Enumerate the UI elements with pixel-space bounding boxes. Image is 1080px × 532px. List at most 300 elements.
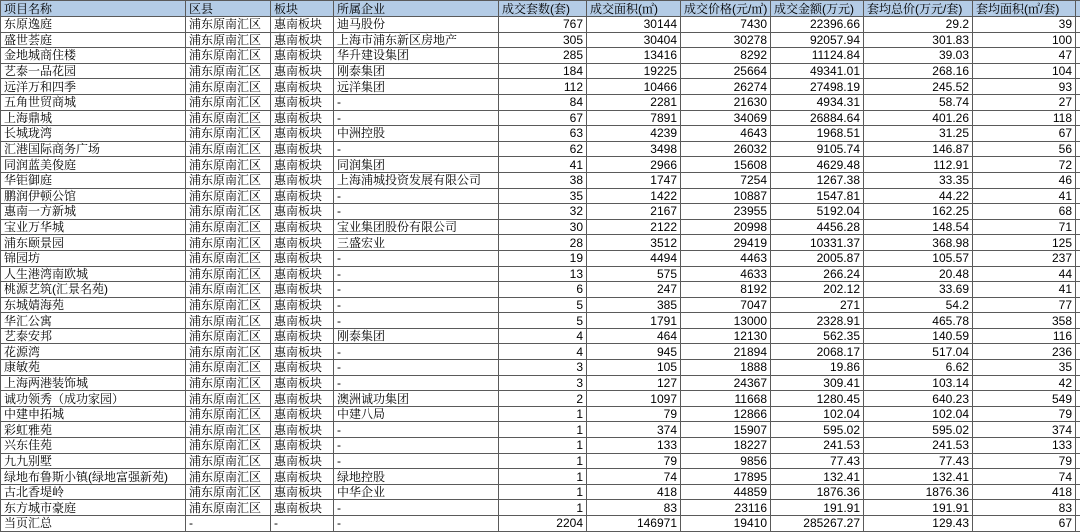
- cell[interactable]: 浦东原南汇区: [186, 360, 271, 376]
- cell[interactable]: 132.41: [771, 469, 864, 485]
- cell[interactable]: 132.41: [864, 469, 973, 485]
- cell[interactable]: 241.53: [771, 438, 864, 454]
- cell[interactable]: 23116: [681, 500, 771, 516]
- cell[interactable]: 13000: [681, 313, 771, 329]
- cell[interactable]: 13416: [587, 48, 681, 64]
- cell[interactable]: 3: [499, 375, 587, 391]
- cell[interactable]: 33.35: [864, 172, 973, 188]
- cell[interactable]: 83: [973, 500, 1076, 516]
- cell[interactable]: 77.43: [864, 453, 973, 469]
- cell[interactable]: -: [334, 500, 499, 516]
- cell[interactable]: 67: [973, 516, 1076, 532]
- cell[interactable]: 31.25: [864, 126, 973, 142]
- cell[interactable]: [1076, 32, 1080, 48]
- cell[interactable]: 49341.01: [771, 63, 864, 79]
- cell[interactable]: -: [334, 313, 499, 329]
- cell[interactable]: 2281: [587, 94, 681, 110]
- cell[interactable]: 148.54: [864, 219, 973, 235]
- cell[interactable]: 3512: [587, 235, 681, 251]
- cell[interactable]: 5: [499, 297, 587, 313]
- cell[interactable]: 惠南板块: [271, 141, 334, 157]
- cell[interactable]: 2005.87: [771, 250, 864, 266]
- cell[interactable]: [1076, 141, 1080, 157]
- cell[interactable]: 惠南板块: [271, 17, 334, 33]
- cell[interactable]: 浦东原南汇区: [186, 406, 271, 422]
- cell[interactable]: [1076, 172, 1080, 188]
- cell[interactable]: 5: [499, 313, 587, 329]
- cell[interactable]: 285: [499, 48, 587, 64]
- cell[interactable]: 浦东原南汇区: [186, 141, 271, 157]
- cell[interactable]: 23955: [681, 204, 771, 220]
- cell[interactable]: 4: [499, 344, 587, 360]
- cell[interactable]: [1076, 17, 1080, 33]
- cell[interactable]: 惠南板块: [271, 235, 334, 251]
- cell[interactable]: 385: [587, 297, 681, 313]
- cell[interactable]: 29.2: [864, 17, 973, 33]
- column-header[interactable]: 套均总价(万元/套): [864, 1, 973, 17]
- cell[interactable]: 33.69: [864, 282, 973, 298]
- cell[interactable]: 惠南板块: [271, 453, 334, 469]
- cell[interactable]: 1968.51: [771, 126, 864, 142]
- cell[interactable]: 39.03: [864, 48, 973, 64]
- cell[interactable]: 上海鼎城: [1, 110, 186, 126]
- cell[interactable]: 84: [499, 94, 587, 110]
- cell[interactable]: 1: [499, 438, 587, 454]
- cell[interactable]: 2328.91: [771, 313, 864, 329]
- cell[interactable]: 10331.37: [771, 235, 864, 251]
- cell[interactable]: 30278: [681, 32, 771, 48]
- cell[interactable]: 浦东原南汇区: [186, 235, 271, 251]
- cell[interactable]: 79: [587, 406, 681, 422]
- cell[interactable]: 浦东原南汇区: [186, 391, 271, 407]
- cell[interactable]: 945: [587, 344, 681, 360]
- cell[interactable]: 4629.48: [771, 157, 864, 173]
- cell[interactable]: 远洋万和四季: [1, 79, 186, 95]
- cell[interactable]: [1076, 110, 1080, 126]
- cell[interactable]: 浦东原南汇区: [186, 500, 271, 516]
- cell[interactable]: 12866: [681, 406, 771, 422]
- cell[interactable]: 19410: [681, 516, 771, 532]
- cell[interactable]: 五角世贸商城: [1, 94, 186, 110]
- cell[interactable]: 古北香堤岭: [1, 484, 186, 500]
- cell[interactable]: 浦东原南汇区: [186, 313, 271, 329]
- column-header[interactable]: 区县: [186, 1, 271, 17]
- cell[interactable]: 惠南板块: [271, 250, 334, 266]
- cell[interactable]: 人生港湾南欧城: [1, 266, 186, 282]
- cell[interactable]: 241.53: [864, 438, 973, 454]
- cell[interactable]: 418: [973, 484, 1076, 500]
- cell[interactable]: -: [334, 188, 499, 204]
- cell[interactable]: 惠南板块: [271, 328, 334, 344]
- cell[interactable]: 549: [973, 391, 1076, 407]
- cell[interactable]: 103.14: [864, 375, 973, 391]
- cell[interactable]: 575: [587, 266, 681, 282]
- cell[interactable]: 7254: [681, 172, 771, 188]
- cell[interactable]: [1076, 188, 1080, 204]
- cell[interactable]: 1876.36: [864, 484, 973, 500]
- cell[interactable]: 10887: [681, 188, 771, 204]
- cell[interactable]: 4643: [681, 126, 771, 142]
- cell[interactable]: 惠南板块: [271, 126, 334, 142]
- cell[interactable]: 301.83: [864, 32, 973, 48]
- cell[interactable]: 浦东原南汇区: [186, 469, 271, 485]
- cell[interactable]: 62: [499, 141, 587, 157]
- cell[interactable]: 浦东原南汇区: [186, 453, 271, 469]
- cell[interactable]: 九九别墅: [1, 453, 186, 469]
- cell[interactable]: 惠南板块: [271, 391, 334, 407]
- cell[interactable]: 宝业集团股份有限公司: [334, 219, 499, 235]
- cell[interactable]: 东方城市豪庭: [1, 500, 186, 516]
- cell[interactable]: [1076, 328, 1080, 344]
- cell[interactable]: 77.43: [771, 453, 864, 469]
- cell[interactable]: 2167: [587, 204, 681, 220]
- cell[interactable]: 102.04: [771, 406, 864, 422]
- cell[interactable]: [1076, 235, 1080, 251]
- cell[interactable]: 东原逸庭: [1, 17, 186, 33]
- cell[interactable]: 浦东原南汇区: [186, 219, 271, 235]
- cell[interactable]: 同润集团: [334, 157, 499, 173]
- cell[interactable]: [1076, 313, 1080, 329]
- cell[interactable]: [1076, 204, 1080, 220]
- cell[interactable]: 79: [587, 453, 681, 469]
- cell[interactable]: 4239: [587, 126, 681, 142]
- cell[interactable]: 374: [973, 422, 1076, 438]
- cell[interactable]: -: [334, 282, 499, 298]
- column-header[interactable]: 板块: [271, 1, 334, 17]
- cell[interactable]: 1280.45: [771, 391, 864, 407]
- cell[interactable]: 17895: [681, 469, 771, 485]
- column-header[interactable]: [1076, 1, 1080, 17]
- cell[interactable]: 67: [499, 110, 587, 126]
- cell[interactable]: 305: [499, 32, 587, 48]
- cell[interactable]: 浦东原南汇区: [186, 375, 271, 391]
- cell[interactable]: 11124.84: [771, 48, 864, 64]
- cell[interactable]: 105: [587, 360, 681, 376]
- cell[interactable]: 20998: [681, 219, 771, 235]
- cell[interactable]: 41: [499, 157, 587, 173]
- cell[interactable]: 浦东原南汇区: [186, 126, 271, 142]
- cell[interactable]: 22396.66: [771, 17, 864, 33]
- cell[interactable]: 3498: [587, 141, 681, 157]
- cell[interactable]: 惠南板块: [271, 32, 334, 48]
- cell[interactable]: 惠南板块: [271, 360, 334, 376]
- cell[interactable]: 惠南板块: [271, 313, 334, 329]
- cell[interactable]: 18227: [681, 438, 771, 454]
- cell[interactable]: 67: [973, 126, 1076, 142]
- cell[interactable]: [1076, 282, 1080, 298]
- cell[interactable]: 2966: [587, 157, 681, 173]
- cell[interactable]: 9105.74: [771, 141, 864, 157]
- cell[interactable]: [1076, 250, 1080, 266]
- cell[interactable]: 100: [973, 32, 1076, 48]
- cell[interactable]: 浦东原南汇区: [186, 94, 271, 110]
- cell[interactable]: 1747: [587, 172, 681, 188]
- cell[interactable]: 13: [499, 266, 587, 282]
- cell[interactable]: 当页汇总: [1, 516, 186, 532]
- column-header[interactable]: 成交金额(万元): [771, 1, 864, 17]
- cell[interactable]: 245.52: [864, 79, 973, 95]
- cell[interactable]: 上海浦城投资发展有限公司: [334, 172, 499, 188]
- cell[interactable]: 4456.28: [771, 219, 864, 235]
- cell[interactable]: [1076, 391, 1080, 407]
- cell[interactable]: 6: [499, 282, 587, 298]
- cell[interactable]: 595.02: [864, 422, 973, 438]
- cell[interactable]: 12130: [681, 328, 771, 344]
- cell[interactable]: 华汇公寓: [1, 313, 186, 329]
- cell[interactable]: -: [186, 516, 271, 532]
- cell[interactable]: [1076, 157, 1080, 173]
- cell[interactable]: 2: [499, 391, 587, 407]
- cell[interactable]: 惠南板块: [271, 344, 334, 360]
- cell[interactable]: 21894: [681, 344, 771, 360]
- cell[interactable]: 刚泰集团: [334, 63, 499, 79]
- cell[interactable]: 5192.04: [771, 204, 864, 220]
- cell[interactable]: 92057.94: [771, 32, 864, 48]
- cell[interactable]: 74: [587, 469, 681, 485]
- cell[interactable]: 金地城商住楼: [1, 48, 186, 64]
- cell[interactable]: [1076, 484, 1080, 500]
- cell[interactable]: 1: [499, 453, 587, 469]
- cell[interactable]: 79: [973, 453, 1076, 469]
- cell[interactable]: 同润蓝美俊庭: [1, 157, 186, 173]
- cell[interactable]: 93: [973, 79, 1076, 95]
- cell[interactable]: 1097: [587, 391, 681, 407]
- column-header[interactable]: 所属企业: [334, 1, 499, 17]
- cell[interactable]: 惠南板块: [271, 297, 334, 313]
- cell[interactable]: 浦东原南汇区: [186, 172, 271, 188]
- cell[interactable]: [1076, 297, 1080, 313]
- cell[interactable]: 桃源艺筑(汇景名苑): [1, 282, 186, 298]
- cell[interactable]: 1876.36: [771, 484, 864, 500]
- cell[interactable]: [1076, 469, 1080, 485]
- cell[interactable]: 东城婧海苑: [1, 297, 186, 313]
- cell[interactable]: 宝业万华城: [1, 219, 186, 235]
- cell[interactable]: 2122: [587, 219, 681, 235]
- cell[interactable]: 116: [973, 328, 1076, 344]
- cell[interactable]: 35: [499, 188, 587, 204]
- cell[interactable]: -: [271, 516, 334, 532]
- cell[interactable]: 惠南板块: [271, 172, 334, 188]
- cell[interactable]: 118: [973, 110, 1076, 126]
- cell[interactable]: -: [334, 453, 499, 469]
- cell[interactable]: 浦东颐景园: [1, 235, 186, 251]
- cell[interactable]: 309.41: [771, 375, 864, 391]
- cell[interactable]: 465.78: [864, 313, 973, 329]
- cell[interactable]: 中建八局: [334, 406, 499, 422]
- cell[interactable]: 浦东原南汇区: [186, 328, 271, 344]
- cell[interactable]: 162.25: [864, 204, 973, 220]
- cell[interactable]: 15907: [681, 422, 771, 438]
- cell[interactable]: 刚泰集团: [334, 328, 499, 344]
- cell[interactable]: 惠南板块: [271, 110, 334, 126]
- cell[interactable]: 惠南板块: [271, 406, 334, 422]
- cell[interactable]: 1422: [587, 188, 681, 204]
- cell[interactable]: [1076, 438, 1080, 454]
- cell[interactable]: -: [334, 266, 499, 282]
- cell[interactable]: 浦东原南汇区: [186, 282, 271, 298]
- cell[interactable]: 4494: [587, 250, 681, 266]
- cell[interactable]: -: [334, 110, 499, 126]
- cell[interactable]: [1076, 344, 1080, 360]
- cell[interactable]: 浦东原南汇区: [186, 484, 271, 500]
- cell[interactable]: 惠南板块: [271, 79, 334, 95]
- cell[interactable]: 浦东原南汇区: [186, 32, 271, 48]
- cell[interactable]: 长城珑湾: [1, 126, 186, 142]
- cell[interactable]: 锦园坊: [1, 250, 186, 266]
- cell[interactable]: [1076, 360, 1080, 376]
- cell[interactable]: 8192: [681, 282, 771, 298]
- cell[interactable]: 58.74: [864, 94, 973, 110]
- cell[interactable]: 562.35: [771, 328, 864, 344]
- cell[interactable]: -: [334, 438, 499, 454]
- cell[interactable]: 7047: [681, 297, 771, 313]
- cell[interactable]: 澳洲诚功集团: [334, 391, 499, 407]
- cell[interactable]: 129.43: [864, 516, 973, 532]
- column-header[interactable]: 成交面积(㎡): [587, 1, 681, 17]
- cell[interactable]: -: [334, 344, 499, 360]
- cell[interactable]: [1076, 94, 1080, 110]
- cell[interactable]: 惠南板块: [271, 157, 334, 173]
- cell[interactable]: 惠南板块: [271, 438, 334, 454]
- cell[interactable]: 42: [973, 375, 1076, 391]
- cell[interactable]: -: [334, 204, 499, 220]
- cell[interactable]: 2204: [499, 516, 587, 532]
- cell[interactable]: 30: [499, 219, 587, 235]
- cell[interactable]: 79: [973, 406, 1076, 422]
- cell[interactable]: 15608: [681, 157, 771, 173]
- cell[interactable]: [1076, 79, 1080, 95]
- cell[interactable]: 29419: [681, 235, 771, 251]
- cell[interactable]: 1267.38: [771, 172, 864, 188]
- cell[interactable]: 1888: [681, 360, 771, 376]
- cell[interactable]: 44859: [681, 484, 771, 500]
- cell[interactable]: 63: [499, 126, 587, 142]
- cell[interactable]: -: [334, 422, 499, 438]
- cell[interactable]: 4: [499, 328, 587, 344]
- cell[interactable]: 27: [973, 94, 1076, 110]
- cell[interactable]: 4463: [681, 250, 771, 266]
- cell[interactable]: 595.02: [771, 422, 864, 438]
- cell[interactable]: 惠南板块: [271, 469, 334, 485]
- column-header[interactable]: 成交套数(套): [499, 1, 587, 17]
- cell[interactable]: 47: [973, 48, 1076, 64]
- cell[interactable]: 19: [499, 250, 587, 266]
- cell[interactable]: 127: [587, 375, 681, 391]
- cell[interactable]: 30144: [587, 17, 681, 33]
- cell[interactable]: 迪马股份: [334, 17, 499, 33]
- cell[interactable]: 康敏苑: [1, 360, 186, 376]
- cell[interactable]: 花源湾: [1, 344, 186, 360]
- cell[interactable]: 2068.17: [771, 344, 864, 360]
- cell[interactable]: 35: [973, 360, 1076, 376]
- cell[interactable]: 3: [499, 360, 587, 376]
- cell[interactable]: -: [334, 297, 499, 313]
- column-header[interactable]: 项目名称: [1, 1, 186, 17]
- cell[interactable]: 237: [973, 250, 1076, 266]
- cell[interactable]: 浦东原南汇区: [186, 17, 271, 33]
- cell[interactable]: 105.57: [864, 250, 973, 266]
- cell[interactable]: 191.91: [864, 500, 973, 516]
- cell[interactable]: 浦东原南汇区: [186, 204, 271, 220]
- cell[interactable]: 9856: [681, 453, 771, 469]
- cell[interactable]: 三盛宏业: [334, 235, 499, 251]
- cell[interactable]: 惠南一方新城: [1, 204, 186, 220]
- cell[interactable]: 464: [587, 328, 681, 344]
- cell[interactable]: 401.26: [864, 110, 973, 126]
- cell[interactable]: 惠南板块: [271, 204, 334, 220]
- cell[interactable]: 30404: [587, 32, 681, 48]
- cell[interactable]: 艺泰安邦: [1, 328, 186, 344]
- cell[interactable]: 374: [587, 422, 681, 438]
- cell[interactable]: 惠南板块: [271, 282, 334, 298]
- cell[interactable]: 517.04: [864, 344, 973, 360]
- cell[interactable]: 浦东原南汇区: [186, 157, 271, 173]
- cell[interactable]: [1076, 63, 1080, 79]
- cell[interactable]: 浦东原南汇区: [186, 422, 271, 438]
- cell[interactable]: 1: [499, 406, 587, 422]
- cell[interactable]: 191.91: [771, 500, 864, 516]
- cell[interactable]: 20.48: [864, 266, 973, 282]
- cell[interactable]: [1076, 422, 1080, 438]
- cell[interactable]: 浦东原南汇区: [186, 297, 271, 313]
- cell[interactable]: 19.86: [771, 360, 864, 376]
- cell[interactable]: 彩虹雅苑: [1, 422, 186, 438]
- cell[interactable]: 41: [973, 188, 1076, 204]
- cell[interactable]: 8292: [681, 48, 771, 64]
- cell[interactable]: 25664: [681, 63, 771, 79]
- cell[interactable]: 102.04: [864, 406, 973, 422]
- cell[interactable]: 26274: [681, 79, 771, 95]
- cell[interactable]: 27498.19: [771, 79, 864, 95]
- cell[interactable]: 41: [973, 282, 1076, 298]
- cell[interactable]: 46: [973, 172, 1076, 188]
- cell[interactable]: [1076, 406, 1080, 422]
- cell[interactable]: 1547.81: [771, 188, 864, 204]
- cell[interactable]: 艺泰一品花园: [1, 63, 186, 79]
- cell[interactable]: 1: [499, 469, 587, 485]
- cell[interactable]: 112: [499, 79, 587, 95]
- cell[interactable]: 绿地布鲁斯小镇(绿地富强新苑): [1, 469, 186, 485]
- cell[interactable]: 1: [499, 422, 587, 438]
- cell[interactable]: 中建申拓城: [1, 406, 186, 422]
- cell[interactable]: [1076, 516, 1080, 532]
- cell[interactable]: 368.98: [864, 235, 973, 251]
- cell[interactable]: 133: [973, 438, 1076, 454]
- cell[interactable]: 26032: [681, 141, 771, 157]
- cell[interactable]: 125: [973, 235, 1076, 251]
- cell[interactable]: -: [334, 250, 499, 266]
- cell[interactable]: 兴东佳苑: [1, 438, 186, 454]
- cell[interactable]: 38: [499, 172, 587, 188]
- cell[interactable]: 惠南板块: [271, 484, 334, 500]
- cell[interactable]: 1791: [587, 313, 681, 329]
- cell[interactable]: 华钜御庭: [1, 172, 186, 188]
- cell[interactable]: 285267.27: [771, 516, 864, 532]
- cell[interactable]: 7430: [681, 17, 771, 33]
- cell[interactable]: 盛世荟庭: [1, 32, 186, 48]
- cell[interactable]: [1076, 500, 1080, 516]
- cell[interactable]: 56: [973, 141, 1076, 157]
- cell[interactable]: 浦东原南汇区: [186, 188, 271, 204]
- cell[interactable]: -: [334, 375, 499, 391]
- cell[interactable]: 诚功领秀（成功家园）: [1, 391, 186, 407]
- cell[interactable]: 247: [587, 282, 681, 298]
- cell[interactable]: 浦东原南汇区: [186, 48, 271, 64]
- cell[interactable]: 华升建设集团: [334, 48, 499, 64]
- cell[interactable]: 28: [499, 235, 587, 251]
- column-header[interactable]: 套均面积(㎡/套): [973, 1, 1076, 17]
- cell[interactable]: 74: [973, 469, 1076, 485]
